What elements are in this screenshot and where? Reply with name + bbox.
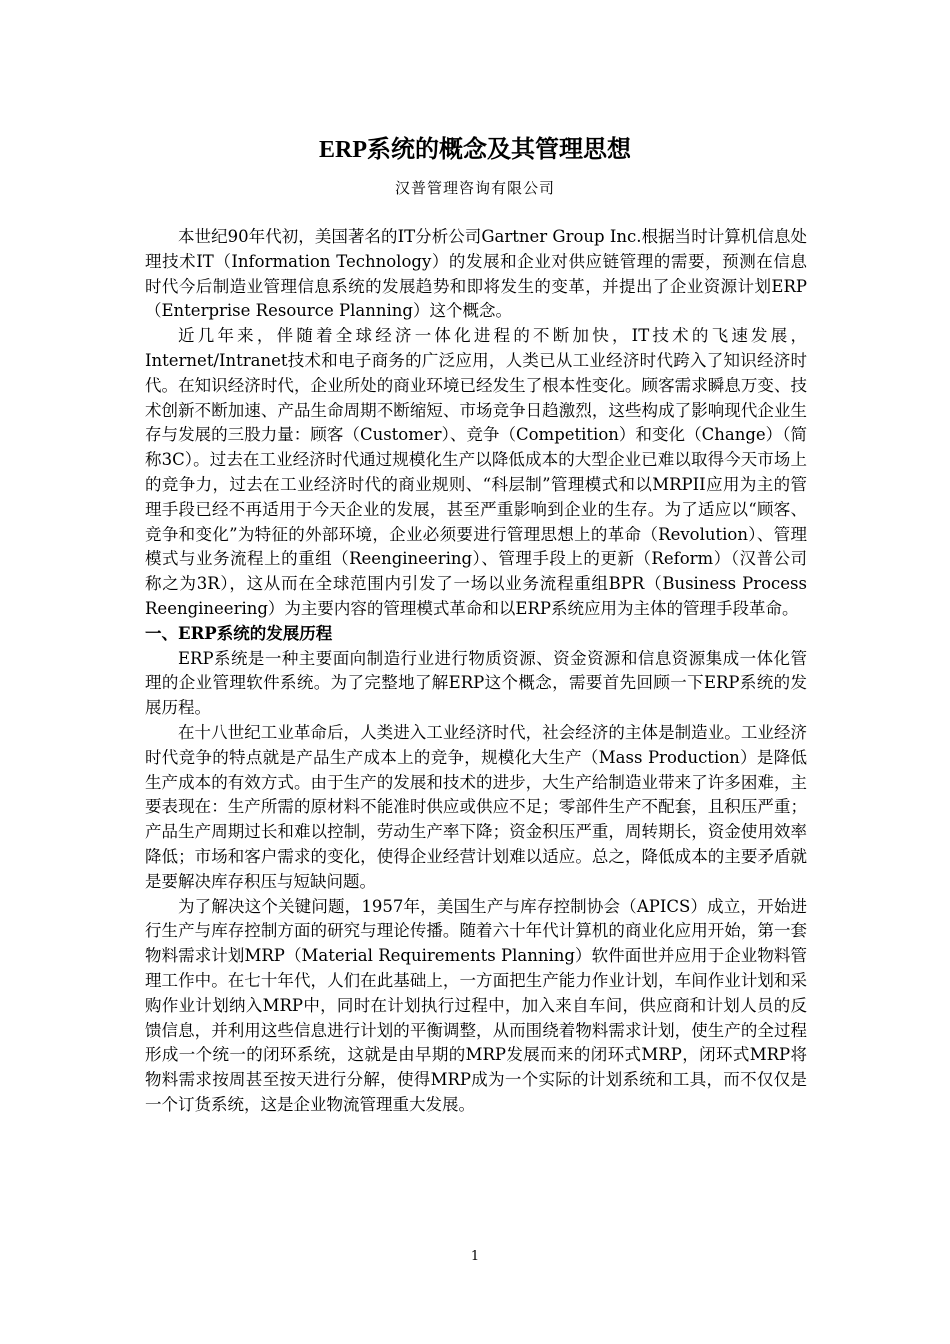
section-paragraph-3: 为了解决这个关键问题，1957年，美国生产与库存控制协会（APICS）成立，开始进行生产与库存控制方面的研究与理论传播。随着六十年代计算机的商业化应用开始，第一套物料需求计划MRP（Material Requirements Planning）软件面世并应用于企业物料管理工作中。在七十年代，人们在此基础上，一方面把生产能力作业计划，车间作业计划和采购作业计划纳入MRP中，同时在计划执行过程中，加入来自车间，供应商和计划人员的反馈信息，并利用这些信息进行计划的平衡调整，从而围绕着物料需求计划，使生产的全过程形成一个统一的闭环系统，这就是由早期的MRP发展而来的闭环式MRP，闭环式MRP将物料需求按周甚至按天进行分解，使得MRP成为一个实际的计划系统和工具，而不仅仅是一个订货系统，这是企业物流管理重大发展。: [145, 896, 807, 1114]
document-title: ERP系统的概念及其管理思想: [319, 137, 631, 163]
section-paragraph-2: 在十八世纪工业革命后，人类进入工业经济时代，社会经济的主体是制造业。工业经济时代竞争的特点就是产品生产成本上的竞争，规模化大生产（Mass Production）是降低生产成本的有效方式。由于生产的发展和技术的进步，大生产给制造业带来了许多困难，主要表现在：生产所需的原材料不能准时供应或供应不足；零部件生产不配套，且积压严重；产品生产周期过长和难以控制，劳动生产率下降；资金积压严重，周转期长，资金使用效率降低；市场和客户需求的变化，使得企业经营计划难以适应。总之，降低成本的主要矛盾就是要解决库存积压与短缺问题。: [145, 722, 807, 891]
document-body: [145, 225, 807, 1118]
section-heading: 一、ERP系统的发展历程: [145, 623, 333, 643]
intro-paragraph-1: 本世纪90年代初，美国著名的IT分析公司Gartner Group Inc.根据当时计算机信息处理技术IT（Information Technology）的发展和企业对供应链管理的需要，预测在信息时代今后制造业管理信息系统的发展趋势和即将发生的变革，并提出了企业资源计划ERP（Enterprise Resource Planning）这个概念。: [145, 227, 807, 321]
document-author: 汉普管理咨询有限公司: [394, 179, 555, 197]
page-number: 1: [470, 1249, 480, 1264]
section-paragraph-1: ERP系统是一种主要面向制造行业进行物质资源、资金资源和信息资源集成一体化管理的企业管理软件系统。为了完整地了解ERP这个概念，需要首先回顾一下ERP系统的发展历程。: [145, 648, 807, 718]
intro-paragraph-2: 近几年来，伴随着全球经济一体化进程的不断加快，IT技术的飞速发展，Internet/Intranet技术和电子商务的广泛应用，人类已从工业经济时代跨入了知识经济时代。在知识经济时代，企业所处的商业环境已经发生了根本性变化。顾客需求瞬息万变、技术创新不断加速、产品生命周期不断缩短、市场竞争日趋激烈，这些构成了影响现代企业生存与发展的三股力量：顾客（Customer）、竞争（Competition）和变化（Change）（简称3C）。过去在工业经济时代通过规模化生产以降低成本的大型企业已难以取得今天市场上的竞争力，过去在工业经济时代的商业规则、“科层制”管理模式和以MRPII应用为主的管理手段已经不再适用于今天企业的发展，甚至严重影响到企业的生存。为了适应以“顾客、竞争和变化”为特征的外部环境，企业必须要进行管理思想上的革命（Revolution）、管理模式与业务流程上的重组（Reengineering）、管理手段上的更新（Reform）（汉普公司称之为3R），这从而在全球范围内引发了一场以业务流程重组BPR（Business Process Reengineering）为主要内容的管理模式革命和以ERP系统应用为主体的管理手段革命。: [145, 326, 807, 618]
